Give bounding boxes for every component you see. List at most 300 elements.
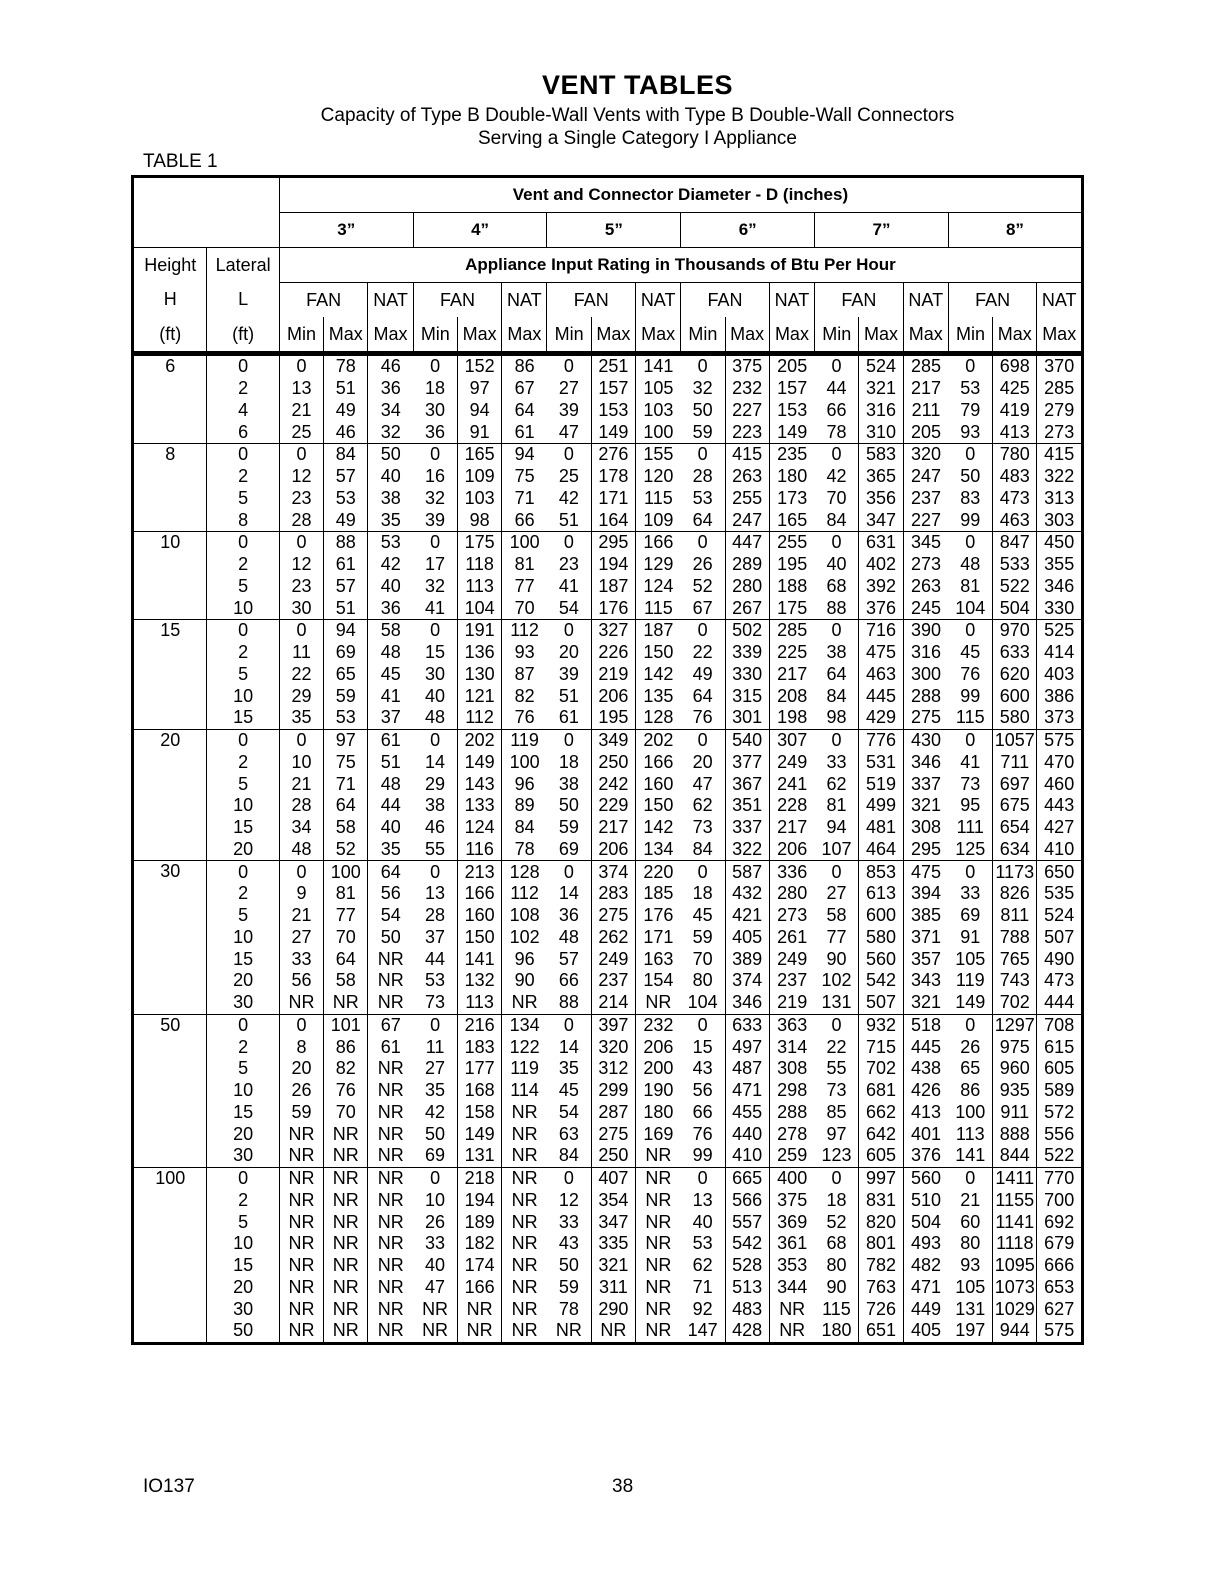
nat-max-cell: 36	[368, 378, 413, 400]
nat-max-cell: 37	[368, 707, 413, 729]
fan-max-cell: 507	[859, 992, 903, 1014]
fan-min-cell: 11	[425, 1036, 445, 1057]
nat-max-cell: 650	[1037, 861, 1083, 883]
fan-min-cell: 99	[692, 1145, 713, 1166]
fan-max-cell: 315	[725, 685, 769, 707]
nat-max-cell: 50	[368, 444, 413, 466]
fan-max-cell: 415	[725, 444, 769, 466]
lateral-cell: 2	[207, 466, 279, 488]
fan-max-cell: 227	[725, 400, 769, 422]
fan-max-cell: 997	[859, 1167, 903, 1189]
fan-max-cell: 397	[591, 1014, 635, 1036]
lateral-cell: 20	[207, 839, 279, 861]
fan-max-cell: 280	[725, 576, 769, 598]
fan-min-cell: 0	[681, 1167, 725, 1189]
fan-max-cell: 811	[993, 905, 1037, 927]
fan-max-cell: 354	[591, 1190, 635, 1212]
nat-max-cell: 247	[903, 466, 948, 488]
fan-min-cell: 104	[955, 597, 986, 618]
nat-max-cell: 41	[368, 685, 413, 707]
fan-min-cell: 59	[558, 817, 579, 838]
fan-max-cell: 975	[993, 1036, 1037, 1058]
corner-cell	[133, 177, 280, 248]
fan-max-cell: 276	[591, 444, 635, 466]
fan-min-cell: 85	[826, 1101, 847, 1122]
table-row	[133, 905, 1083, 927]
nat-max-cell: 386	[1037, 685, 1083, 707]
fan-min-cell: 105	[955, 948, 986, 969]
fan-max-cell: 149	[457, 1123, 501, 1145]
fan-max-cell: 463	[859, 664, 903, 686]
nat-max-cell: NR	[502, 1233, 547, 1255]
fan-min-cell: 69	[425, 1145, 446, 1166]
fan-min-cell: 90	[826, 1276, 847, 1297]
fan-min-cell: 115	[822, 1298, 851, 1319]
nat-max-cell: 129	[636, 554, 681, 576]
fan-min-cell: 80	[826, 1255, 847, 1276]
min-label: Min	[413, 317, 457, 354]
fan-min-cell: 26	[960, 1036, 981, 1057]
height-cell: 20	[133, 729, 207, 751]
fan-max-cell: 483	[993, 466, 1037, 488]
fan-max-cell: 429	[859, 707, 903, 729]
fan-min-cell: 64	[692, 685, 713, 706]
lateral-cell: 0	[207, 620, 279, 642]
nat-max-cell: 320	[903, 444, 948, 466]
nat-max-cell: 322	[1037, 466, 1083, 488]
fan-min-cell: 12	[291, 466, 312, 487]
fan-min-cell: NR	[288, 1123, 315, 1144]
fan-min-cell: 99	[960, 685, 981, 706]
lateral-cell: 2	[207, 883, 279, 905]
nat-max-cell: NR	[502, 1255, 547, 1277]
fan-min-cell: 44	[425, 948, 446, 969]
fan-min-cell: 33	[826, 751, 847, 772]
table-row	[133, 927, 1083, 949]
fan-min-cell: 35	[291, 707, 312, 728]
table-row	[133, 1298, 1083, 1320]
nat-max-cell: 61	[502, 421, 547, 443]
fan-max-cell: 463	[993, 509, 1037, 531]
max-label: Max	[859, 317, 903, 354]
nat-max-cell: 149	[769, 421, 814, 443]
nat-max-cell: 165	[769, 509, 814, 531]
fan-max-cell: 1173	[993, 861, 1037, 883]
nat-max-cell: 405	[903, 1320, 948, 1343]
nat-max-cell: 115	[636, 597, 681, 619]
fan-min-cell: NR	[422, 1298, 449, 1319]
fan-min-cell: 83	[960, 487, 981, 508]
fan-min-cell: 0	[948, 444, 992, 466]
nat-max-cell: 87	[502, 664, 547, 686]
height-cell	[133, 1102, 207, 1124]
fan-min-cell: 35	[425, 1080, 446, 1101]
fan-max-cell: 157	[591, 378, 635, 400]
fan-min-cell: 48	[425, 707, 446, 728]
fan-max-cell: 226	[591, 642, 635, 664]
nat-max-cell: 89	[502, 795, 547, 817]
nat-max-cell: 560	[903, 1167, 948, 1189]
min-label: Min	[547, 317, 591, 354]
height-cell: 10	[133, 532, 207, 554]
nat-max-cell: 321	[903, 795, 948, 817]
fan-max-cell: 497	[725, 1036, 769, 1058]
fan-max-cell: 232	[725, 378, 769, 400]
fan-min-cell: 58	[826, 905, 847, 926]
fan-max-cell: NR	[324, 1190, 368, 1212]
nat-max-cell: 56	[368, 883, 413, 905]
fan-min-cell: 0	[547, 532, 591, 554]
fan-min-cell: 0	[279, 729, 323, 751]
nat-max-cell: 124	[636, 576, 681, 598]
nat-label: NAT	[1037, 283, 1083, 318]
lateral-cell: 2	[207, 378, 279, 400]
fan-max-cell: 82	[324, 1058, 368, 1080]
table-row	[133, 752, 1083, 774]
fan-max-cell: 75	[324, 752, 368, 774]
fan-max-cell: 166	[457, 1277, 501, 1299]
fan-min-cell: 81	[826, 795, 847, 816]
height-cell	[133, 664, 207, 686]
nat-max-cell: 507	[1037, 927, 1083, 949]
height-cell	[133, 1320, 207, 1343]
fan-min-cell: 53	[425, 970, 446, 991]
diameter-4: 4”	[413, 213, 547, 248]
fan-max-cell: 49	[324, 509, 368, 531]
fan-max-cell: 121	[457, 685, 501, 707]
fan-min-cell: 105	[955, 1276, 986, 1297]
fan-max-cell: 175	[457, 532, 501, 554]
nat-max-cell: 40	[368, 576, 413, 598]
nat-max-cell: 363	[769, 1014, 814, 1036]
fan-min-cell: 30	[425, 399, 446, 420]
fan-min-cell: 0	[681, 620, 725, 642]
fan-min-cell: 79	[960, 399, 981, 420]
nat-max-cell: 50	[368, 927, 413, 949]
fan-max-cell: 312	[591, 1058, 635, 1080]
fan-max-cell: 229	[591, 795, 635, 817]
fan-max-cell: 542	[725, 1233, 769, 1255]
nat-max-cell: 493	[903, 1233, 948, 1255]
nat-max-cell: NR	[636, 1167, 681, 1189]
nat-max-cell: 120	[636, 466, 681, 488]
fan-min-cell: 48	[291, 838, 312, 859]
fan-max-cell: 367	[725, 773, 769, 795]
height-cell	[133, 421, 207, 443]
fan-max-cell: 97	[324, 729, 368, 751]
nat-max-cell: 61	[368, 729, 413, 751]
nat-max-cell: 211	[903, 400, 948, 422]
min-label: Min	[681, 317, 725, 354]
diameter-7: 7”	[815, 213, 949, 248]
fan-max-cell: 143	[457, 773, 501, 795]
nat-max-cell: 403	[1037, 664, 1083, 686]
fan-min-cell: 9	[296, 883, 307, 904]
diameter-header: Vent and Connector Diameter - D (inches)	[279, 177, 1082, 213]
nat-max-cell: 316	[903, 642, 948, 664]
fan-max-cell: NR	[324, 1277, 368, 1299]
nat-max-cell: 303	[1037, 509, 1083, 531]
fan-label: FAN	[413, 283, 502, 318]
fan-min-cell: 69	[960, 905, 981, 926]
nat-max-cell: 190	[636, 1080, 681, 1102]
fan-min-cell: 84	[826, 685, 847, 706]
fan-min-cell: 15	[425, 642, 446, 663]
fan-max-cell: 473	[993, 488, 1037, 510]
fan-min-cell: 90	[826, 948, 847, 969]
nat-max-cell: 273	[1037, 421, 1083, 443]
table-row	[133, 354, 1083, 378]
fan-min-cell: 125	[955, 838, 986, 859]
fan-max-cell: 566	[725, 1190, 769, 1212]
nat-max-cell: 195	[769, 554, 814, 576]
lateral-cell: 0	[207, 1167, 279, 1189]
table-row	[133, 1058, 1083, 1080]
fan-max-cell: 59	[324, 685, 368, 707]
nat-max-cell: NR	[502, 1298, 547, 1320]
fan-max-cell: 202	[457, 729, 501, 751]
fan-max-cell: 141	[457, 948, 501, 970]
lateral-cell: 5	[207, 1211, 279, 1233]
table-row	[133, 992, 1083, 1014]
fan-min-cell: NR	[288, 1233, 315, 1254]
nat-max-cell: NR	[502, 1123, 547, 1145]
nat-max-cell: 308	[903, 817, 948, 839]
nat-max-cell: 115	[636, 488, 681, 510]
nat-max-cell: 361	[769, 1233, 814, 1255]
fan-min-cell: 0	[681, 1014, 725, 1036]
fan-min-cell: 0	[815, 532, 859, 554]
fan-max-cell: 263	[725, 466, 769, 488]
fan-min-cell: 43	[692, 1058, 713, 1079]
fan-max-cell: 191	[457, 620, 501, 642]
lateral-cell: 2	[207, 1036, 279, 1058]
fan-min-cell: 47	[558, 421, 579, 442]
nat-max-cell: 443	[1037, 795, 1083, 817]
fan-max-cell: NR	[324, 1320, 368, 1343]
nat-max-cell: NR	[636, 1211, 681, 1233]
fan-min-cell: 45	[692, 905, 713, 926]
document-code: IO137	[143, 1476, 195, 1497]
fan-min-cell: 98	[826, 707, 847, 728]
fan-max-cell: 321	[591, 1255, 635, 1277]
nat-max-cell: 180	[769, 466, 814, 488]
fan-min-cell: 60	[960, 1211, 981, 1232]
fan-max-cell: 160	[457, 905, 501, 927]
fan-max-cell: 131	[457, 1145, 501, 1167]
fan-min-cell: 0	[296, 356, 307, 377]
fan-max-cell: 316	[859, 400, 903, 422]
fan-max-cell: 681	[859, 1080, 903, 1102]
fan-label: FAN	[279, 283, 368, 318]
fan-max-cell: 702	[859, 1058, 903, 1080]
fan-min-cell: 0	[547, 444, 591, 466]
nat-max-cell: 61	[368, 1036, 413, 1058]
height-cell	[133, 1255, 207, 1277]
nat-max-cell: 414	[1037, 642, 1083, 664]
fan-min-cell: 0	[815, 620, 859, 642]
nat-max-cell: 345	[903, 532, 948, 554]
fan-max-cell: 374	[725, 970, 769, 992]
nat-max-cell: 535	[1037, 883, 1083, 905]
fan-max-cell: 194	[457, 1190, 501, 1212]
max-label: Max	[636, 317, 681, 354]
fan-max-cell: 242	[591, 773, 635, 795]
nat-max-cell: 700	[1037, 1190, 1083, 1212]
fan-max-cell: 164	[591, 509, 635, 531]
nat-max-cell: 77	[502, 576, 547, 598]
fan-min-cell: 40	[425, 685, 446, 706]
fan-max-cell: 631	[859, 532, 903, 554]
height-cell	[133, 1036, 207, 1058]
nat-label: NAT	[636, 283, 681, 318]
fan-max-cell: 133	[457, 795, 501, 817]
max-label: Max	[324, 317, 368, 354]
nat-max-cell: 135	[636, 685, 681, 707]
fan-max-cell: 57	[324, 466, 368, 488]
nat-max-cell: 401	[903, 1123, 948, 1145]
fan-min-cell: 39	[425, 509, 446, 530]
table-row	[133, 1255, 1083, 1277]
fan-max-cell: 560	[859, 948, 903, 970]
nat-max-cell: 200	[636, 1058, 681, 1080]
fan-max-cell: 524	[859, 354, 903, 378]
fan-min-cell: 67	[692, 597, 713, 618]
nat-max-cell: NR	[769, 1320, 814, 1343]
fan-min-cell: 25	[558, 466, 579, 487]
nat-max-cell: 67	[368, 1014, 413, 1036]
nat-max-cell: 280	[769, 883, 814, 905]
fan-min-cell: 12	[558, 1189, 579, 1210]
nat-max-cell: NR	[368, 1167, 413, 1189]
nat-label: NAT	[502, 283, 547, 318]
fan-min-cell: 0	[948, 532, 992, 554]
fan-max-cell: 425	[993, 378, 1037, 400]
nat-max-cell: NR	[368, 1058, 413, 1080]
fan-min-cell: 39	[558, 663, 579, 684]
fan-max-cell: 634	[993, 839, 1037, 861]
fan-max-cell: NR	[324, 1123, 368, 1145]
nat-max-cell: 66	[502, 509, 547, 531]
fan-min-cell: 0	[948, 861, 992, 883]
fan-min-cell: 0	[948, 1167, 992, 1189]
height-cell: 30	[133, 861, 207, 883]
fan-max-cell: 935	[993, 1080, 1037, 1102]
lateral-cell: 2	[207, 554, 279, 576]
lateral-cell: 2	[207, 752, 279, 774]
fan-min-cell: 0	[948, 729, 992, 751]
nat-max-cell: NR	[368, 1190, 413, 1212]
fan-min-cell: 66	[826, 399, 847, 420]
fan-max-cell: 522	[993, 576, 1037, 598]
nat-max-cell: 278	[769, 1123, 814, 1145]
table-row	[133, 948, 1083, 970]
nat-max-cell: 67	[502, 378, 547, 400]
fan-max-cell: 613	[859, 883, 903, 905]
nat-max-cell: 346	[903, 752, 948, 774]
fan-max-cell: 1411	[993, 1167, 1037, 1189]
fan-label: FAN	[948, 283, 1037, 318]
fan-min-cell: 197	[955, 1320, 986, 1341]
height-cell	[133, 1080, 207, 1102]
fan-min-cell: 20	[558, 642, 579, 663]
fan-min-cell: 70	[826, 487, 847, 508]
nat-max-cell: 81	[502, 554, 547, 576]
fan-max-cell: 262	[591, 927, 635, 949]
fan-min-cell: 0	[279, 444, 323, 466]
nat-max-cell: 219	[769, 992, 814, 1014]
nat-max-cell: 314	[769, 1036, 814, 1058]
fan-max-cell: 605	[859, 1145, 903, 1167]
height-cell: 50	[133, 1014, 207, 1036]
fan-min-cell: 30	[291, 597, 312, 618]
diameter-3: 3”	[279, 213, 413, 248]
nat-max-cell: 525	[1037, 620, 1083, 642]
table-row	[133, 444, 1083, 466]
fan-max-cell: 206	[591, 685, 635, 707]
fan-min-cell: 0	[681, 532, 725, 554]
fan-max-cell: 528	[725, 1255, 769, 1277]
table-row	[133, 729, 1083, 751]
max-label: Max	[993, 317, 1037, 354]
fan-max-cell: 911	[993, 1102, 1037, 1124]
nat-label: NAT	[769, 283, 814, 318]
fan-min-cell: 13	[692, 1189, 713, 1210]
fan-max-cell: 97	[457, 378, 501, 400]
nat-max-cell: 78	[502, 839, 547, 861]
nat-max-cell: 36	[368, 597, 413, 619]
nat-max-cell: NR	[636, 1320, 681, 1343]
nat-max-cell: 471	[903, 1277, 948, 1299]
lateral-cell: 4	[207, 400, 279, 422]
nat-max-cell: 370	[1037, 354, 1083, 378]
lateral-cell: 5	[207, 1058, 279, 1080]
nat-max-cell: 369	[769, 1211, 814, 1233]
nat-max-cell: 166	[636, 532, 681, 554]
fan-max-cell: 267	[725, 597, 769, 619]
nat-max-cell: 51	[368, 752, 413, 774]
fan-max-cell: 136	[457, 642, 501, 664]
fan-max-cell: 801	[859, 1233, 903, 1255]
fan-max-cell: 81	[324, 883, 368, 905]
fan-min-cell: 26	[291, 1080, 312, 1101]
fan-min-cell: NR	[288, 1298, 315, 1319]
fan-max-cell: 290	[591, 1298, 635, 1320]
fan-max-cell: 310	[859, 421, 903, 443]
table-row	[133, 488, 1083, 510]
nat-max-cell: 134	[502, 1014, 547, 1036]
fan-max-cell: 150	[457, 927, 501, 949]
nat-max-cell: 298	[769, 1080, 814, 1102]
height-cell	[133, 1277, 207, 1299]
page-title: VENT TABLES	[541, 70, 733, 100]
fan-max-cell: 64	[324, 795, 368, 817]
fan-min-cell: 0	[563, 356, 574, 377]
lateral-cell: 20	[207, 1277, 279, 1299]
nat-max-cell: 100	[502, 752, 547, 774]
fan-max-cell: 84	[324, 444, 368, 466]
height-cell	[133, 817, 207, 839]
nat-max-cell: 353	[769, 1255, 814, 1277]
fan-max-cell: 237	[591, 970, 635, 992]
fan-min-cell: 65	[960, 1058, 981, 1079]
fan-max-cell: 377	[725, 752, 769, 774]
nat-max-cell: 188	[769, 576, 814, 598]
fan-max-cell: 70	[324, 1102, 368, 1124]
fan-max-cell: 711	[993, 752, 1037, 774]
nat-max-cell: 217	[769, 664, 814, 686]
nat-max-cell: 273	[769, 905, 814, 927]
